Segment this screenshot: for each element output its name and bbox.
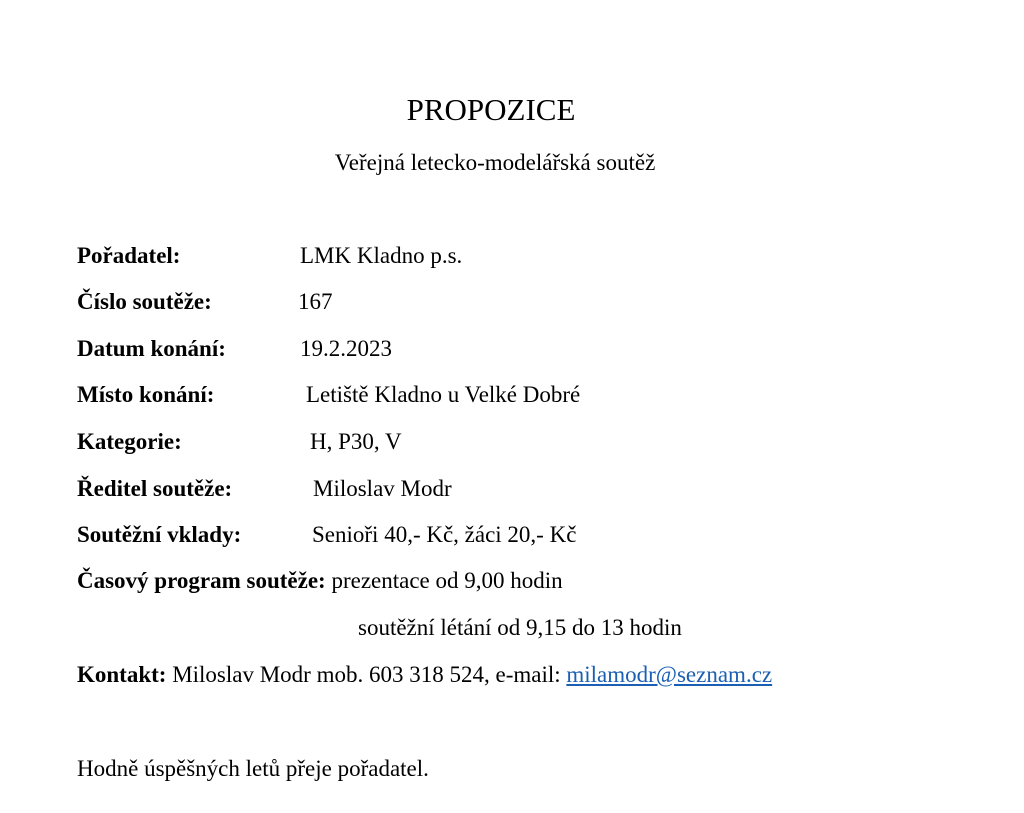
field-organizer [77, 241, 463, 271]
field-value: Miloslav Modr [313, 476, 452, 501]
field-contact [77, 660, 772, 690]
field-label: Pořadatel: [77, 243, 181, 268]
field-value: 167 [298, 289, 333, 314]
schedule-line-1: prezentace od 9,00 hodin [331, 568, 563, 593]
email-link[interactable]: milamodr@seznam.cz [566, 662, 773, 687]
field-value: Letiště Kladno u Velké Dobré [306, 382, 581, 407]
field-label: Číslo soutěže: [77, 289, 212, 314]
field-director [77, 474, 452, 504]
field-label: Ředitel soutěže: [77, 476, 233, 501]
field-value: 19.2.2023 [300, 336, 392, 361]
document-subtitle: Veřejná letecko-modelářská soutěž [334, 150, 656, 175]
field-date [77, 334, 392, 364]
field-categories [77, 427, 402, 457]
field-label: Kategorie: [77, 429, 182, 454]
field-value: H, P30, V [310, 429, 402, 454]
document-title: PROPOZICE [406, 92, 576, 127]
closing-note: Hodně úspěšných letů přeje pořadatel. [77, 756, 429, 781]
field-label: Datum konání: [77, 336, 226, 361]
field-label: Kontakt: [77, 662, 167, 687]
field-entry-fees [77, 520, 577, 550]
field-competition-number [77, 287, 333, 317]
field-label: Soutěžní vklady: [77, 522, 242, 547]
field-label: Časový program soutěže: [77, 568, 326, 593]
field-venue [77, 380, 581, 410]
contact-text: Miloslav Modr mob. 603 318 524, e-mail: [172, 662, 561, 687]
field-value: LMK Kladno p.s. [300, 243, 463, 268]
field-value: Senioři 40,- Kč, žáci 20,- Kč [312, 522, 577, 547]
field-schedule [77, 566, 563, 596]
field-label: Místo konání: [77, 382, 215, 407]
schedule-line-2: soutěžní létání od 9,15 do 13 hodin [358, 615, 682, 640]
